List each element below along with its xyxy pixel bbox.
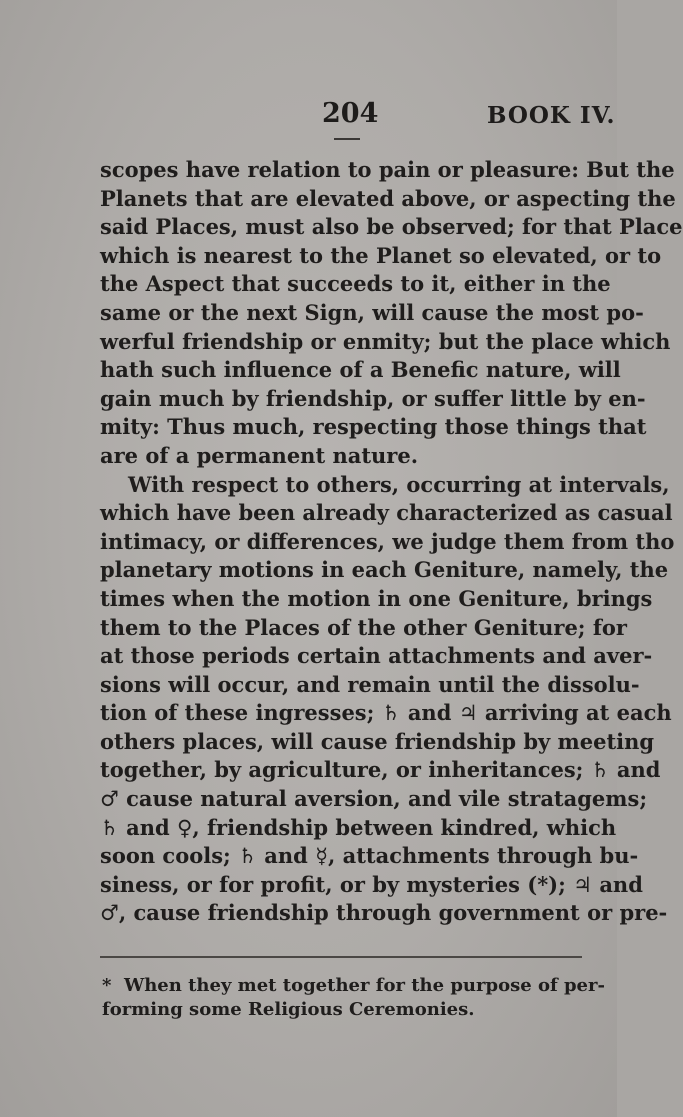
text-line: With respect to others, occurring at intervals, xyxy=(128,471,670,497)
text-line: hath such influence of a Benefic nature, will xyxy=(100,357,621,383)
footnote-line: forming some Religious Ceremonies. xyxy=(102,999,475,1020)
footnote-text: When they met together for the purpose of per- xyxy=(124,975,605,996)
text-line: which have been already characterized as casual xyxy=(100,500,673,526)
text-line: ♂ cause natural aversion, and vile stratagems; xyxy=(100,786,648,812)
running-head: BOOK IV. xyxy=(487,102,616,129)
text-line: gain much by friendship, or suffer little by en- xyxy=(100,385,646,411)
text-line: scopes have relation to pain or pleasure: But the xyxy=(100,157,675,182)
footnote-line xyxy=(102,974,605,998)
body-text xyxy=(100,156,683,928)
text-line: others places, will cause friendship by meeting xyxy=(100,728,655,754)
header-ornament-rule xyxy=(334,138,360,140)
text-line: tion of these ingresses; ♄ and ♃ arriving at each xyxy=(100,700,672,726)
text-line: sions will occur, and remain until the dissolu- xyxy=(100,671,640,697)
text-line: same or the next Sign, will cause the most po- xyxy=(100,299,644,325)
text-line: together, by agriculture, or inheritances; ♄ and xyxy=(100,757,661,783)
text-line: times when the motion in one Geniture, brings xyxy=(100,585,653,611)
text-line: Planets that are elevated above, or aspecting the xyxy=(100,185,676,211)
page-number: 204 xyxy=(322,98,379,129)
text-line: them to the Places of the other Geniture; for xyxy=(100,614,627,640)
footnote-mark: * xyxy=(102,975,112,996)
text-line: werful friendship or enmity; but the place which xyxy=(100,328,671,354)
text-line: said Places, must also be observed; for that Place xyxy=(100,214,683,240)
text-line: at those periods certain attachments and aver- xyxy=(100,643,653,669)
text-line: planetary motions in each Geniture, namely, the xyxy=(100,557,669,583)
footnote-rule xyxy=(100,956,582,958)
text-line: ♄ and ♀, friendship between kindred, which xyxy=(100,814,617,840)
text-line: the Aspect that succeeds to it, either in the xyxy=(100,271,611,297)
text-line: soon cools; ♄ and ☿, attachments through bu- xyxy=(100,843,639,869)
text-line: ♂, cause friendship through government or pre- xyxy=(100,900,668,926)
text-line: which is nearest to the Planet so elevated, or to xyxy=(100,242,662,268)
text-line: siness, or for profit, or by mysteries (*); ♃ and xyxy=(100,871,643,897)
text-line: intimacy, or differences, we judge them from tho xyxy=(100,528,675,554)
footnote xyxy=(102,974,605,1022)
text-line: are of a permanent nature. xyxy=(100,442,419,468)
text-line: mity: Thus much, respecting those things that xyxy=(100,414,647,440)
page-header xyxy=(0,98,617,138)
